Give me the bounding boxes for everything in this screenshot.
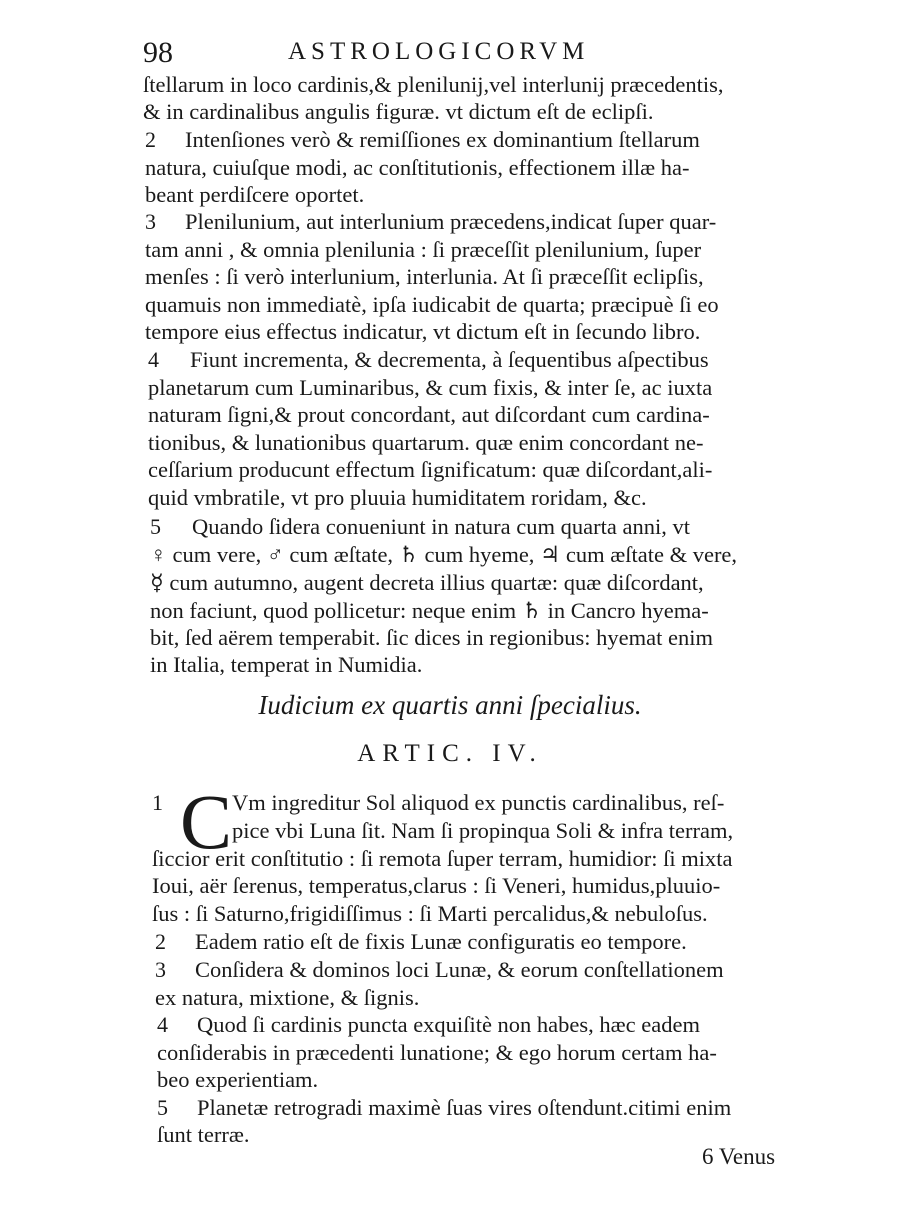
paragraph-number: 4 xyxy=(157,1012,168,1037)
text-line: Conſidera & dominos loci Lunæ, & eorum conſtellationem xyxy=(195,957,724,982)
text-line: planetarum cum Luminaribus, & cum fixis, & inter ſe, ac iuxta xyxy=(148,375,713,400)
text-line: non faciunt, quod pollicetur: neque enim ♄ in Cancro hyema- xyxy=(150,598,709,623)
running-head: ASTROLOGICORVM xyxy=(288,38,590,65)
page-header xyxy=(143,36,800,70)
text-line: ſunt terræ. xyxy=(157,1122,250,1147)
paragraph-number: 5 xyxy=(150,514,161,539)
text-line: Eadem ratio eſt de fixis Lunæ configuratis eo tempore. xyxy=(195,929,687,954)
text-line: Fiunt incrementa, & decrementa, à ſequentibus aſpectibus xyxy=(190,347,709,372)
text-line: tempore eius effectus indicatur, vt dictum eſt in ſecundo libro. xyxy=(145,319,701,344)
paragraph-number: 3 xyxy=(155,957,166,982)
paragraph-number: 5 xyxy=(157,1095,168,1120)
text-line: bit, ſed aërem temperabit. ſic dices in regionibus: hyemat enim xyxy=(150,625,713,650)
text-line: Quod ſi cardinis puncta exquiſitè non habes, hæc eadem xyxy=(197,1012,700,1037)
paragraph-number: 1 xyxy=(152,790,163,815)
paragraph-number: 3 xyxy=(145,209,156,234)
text-line: tam anni , & omnia plenilunia : ſi præceſſit plenilunium, ſuper xyxy=(145,237,702,262)
text-line: pice vbi Luna ſit. Nam ſi propinqua Soli & infra terram, xyxy=(232,818,734,843)
text-line: ♀ cum vere, ♂ cum æſtate, ♄ cum hyeme, ♃ cum æſtate & vere, xyxy=(150,542,738,567)
text-line: beo experientiam. xyxy=(157,1067,319,1092)
text-line: quid vmbratile, vt pro pluuia humiditatem roridam, &c. xyxy=(148,485,647,510)
text-line: natura, cuiuſque modi, ac conſtitutionis, effectionem illæ ha- xyxy=(145,155,690,180)
drop-cap: C xyxy=(180,778,233,865)
text-line: ſtellarum in loco cardinis,& plenilunij,vel interlunij præcedentis, xyxy=(143,72,724,97)
paragraph-number: 2 xyxy=(145,127,156,152)
text-line: Plenilunium, aut interlunium præcedens,indicat ſuper quar- xyxy=(185,209,717,234)
text-line: menſes : ſi verò interlunium, interlunia. At ſi præceſſit eclipſis, xyxy=(145,264,704,289)
article-heading: ARTIC. IV. xyxy=(357,740,543,767)
text-line: Intenſiones verò & remiſſiones ex dominantium ſtellarum xyxy=(185,127,700,152)
text-line: Quando ſidera conueniunt in natura cum quarta anni, vt xyxy=(192,514,690,539)
text-line: naturam ſigni,& prout concordant, aut diſcordant cum cardina- xyxy=(148,402,710,427)
text-line: ex natura, mixtione, & ſignis. xyxy=(155,985,420,1010)
text-line: ☿ cum autumno, augent decreta illius quartæ: quæ diſcordant, xyxy=(150,570,704,595)
page-number: 98 xyxy=(143,36,173,69)
paragraph-number: 2 xyxy=(155,929,166,954)
text-line: Planetæ retrogradi maximè ſuas vires oſtendunt.citimi enim xyxy=(197,1095,732,1120)
text-line: tionibus, & lunationibus quartarum. quæ enim concordant ne- xyxy=(148,430,704,455)
text-line: & in cardinalibus angulis figuræ. vt dictum eſt de eclipſi. xyxy=(143,99,654,124)
text-line: in Italia, temperat in Numidia. xyxy=(150,652,423,677)
text-line: Vm ingreditur Sol aliquod ex punctis cardinalibus, reſ- xyxy=(232,790,725,815)
text-line: conſiderabis in præcedenti lunatione; & ego horum certam ha- xyxy=(157,1040,717,1065)
section-subtitle: Iudicium ex quartis anni ſpecialius. xyxy=(258,690,642,720)
text-line: ceſſarium producunt effectum ſignificatum: quæ diſcordant,ali- xyxy=(148,457,713,482)
text-line: ſus : ſi Saturno,frigidiſſimus : ſi Marti percalidus,& nebuloſus. xyxy=(152,901,708,926)
catchword: 6 Venus xyxy=(702,1144,776,1169)
text-line: beant perdiſcere oportet. xyxy=(145,182,365,207)
text-line: quamuis non immediatè, ipſa iudicabit de quarta; præcipuè ſi eo xyxy=(145,292,719,317)
paragraph-number: 4 xyxy=(148,347,159,372)
text-line: Ioui, aër ſerenus, temperatus,clarus : ſi Veneri, humidus,pluuio- xyxy=(152,873,721,898)
text-line: ſiccior erit conſtitutio : ſi remota ſuper terram, humidior: ſi mixta xyxy=(152,846,733,871)
